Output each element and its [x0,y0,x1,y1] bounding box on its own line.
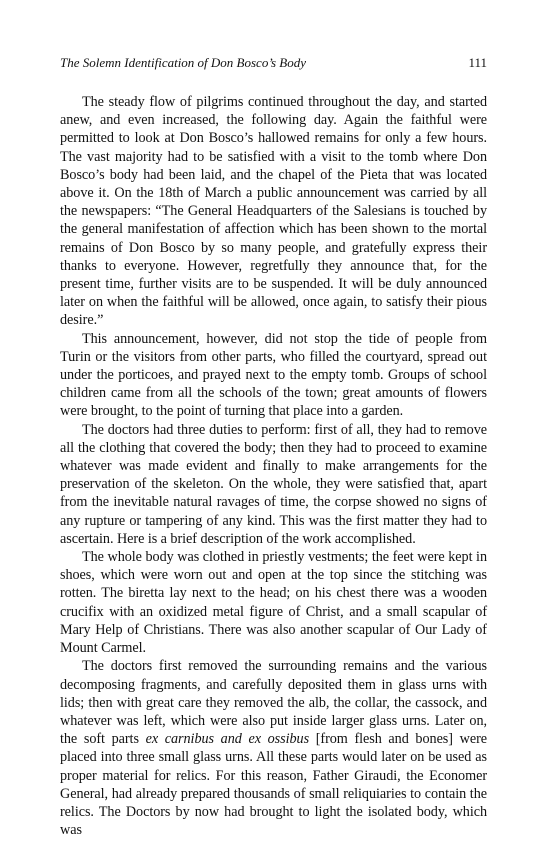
running-head [60,53,487,73]
latin-phrase: ex carnibus and ex ossibus [145,731,310,748]
paragraph-text: The doctors had three duties to perform: first of all, they had to remove all the clothing that covered the body; then they had to proceed to examine whatever was made evident and finally to make arrangements for the preservation of the skeleton. On the whole, they were satisfied that, apart from the inevitable natural ravages of time, the corpse showed no signs of any rupture or tampering of any kind. This was the first matter they had to ascertain. Here is a brief description of the work accomplished. [60,421,487,547]
paragraph-text: The whole body was clothed in priestly vestments; the feet were kept in shoes, which were worn out and open at the top since the stitching was rotten. The biretta lay next to the head; on his chest there was a wooden crucifix with an oxidized metal figure of Christ, and a small scapular of Mary Help of Christians. There was also another scapular of Our Lady of Mount Carmel. [60,549,487,657]
running-title: The Solemn Identification of Don Bosco’s Body [60,55,307,70]
paragraph [60,657,487,839]
paragraph-text: The doctors first removed the surrounding remains and the various decomposing fragments, and carefully deposited them in glass urns with lids; then with great care they removed the alb, the collar, the cassock, and whatever was left, which were also put inside larger glass urns. Later on, the soft parts [60,658,487,748]
body-text [60,93,487,839]
paragraph [60,421,487,548]
paragraph [60,93,487,330]
paragraph [60,548,487,657]
page-number: 111 [468,55,487,70]
paragraph [60,330,487,421]
paragraph-text: [from flesh and bones] were placed into three small glass urns. All these parts would later on be used as proper material for relics. For this reason, Father Giraudi, the Economer General, had already prepared thousands of small reliquiaries to contain the relics. The Doctors by now had brought to light the isolated body, which was [60,731,487,839]
paragraph-text: This announcement, however, did not stop the tide of people from Turin or the visitors from other parts, who filled the courtyard, spread out under the porticoes, and prayed next to the empty tomb. Groups of school children came from all the schools of the town; great amounts of flowers were brought, to the point of turning that place into a garden. [60,330,487,420]
paragraph-text: The steady flow of pilgrims continued throughout the day, and started anew, and even increased, the following day. Again the faithful were permitted to look at Don Bosco’s hallowed remains for only a few hours. The vast majority had to be satisfied with a visit to the tomb where Don Bosco’s body had been laid, and the chapel of the Pieta that was located above it. On the 18th of March a public announcement was carried by all the newspapers: “The General Headquarters of the Salesians is touched by the general manifestation of affection which has been shown to the mortal remains of Don Bosco by so many people, and gratefully express their thanks to everyone. However, regretfully they announce that, for the present time, further visits are to be suspended. It will be duly announced later on when the faithful will be allowed, once again, to satisfy their pious desire.” [60,94,487,329]
